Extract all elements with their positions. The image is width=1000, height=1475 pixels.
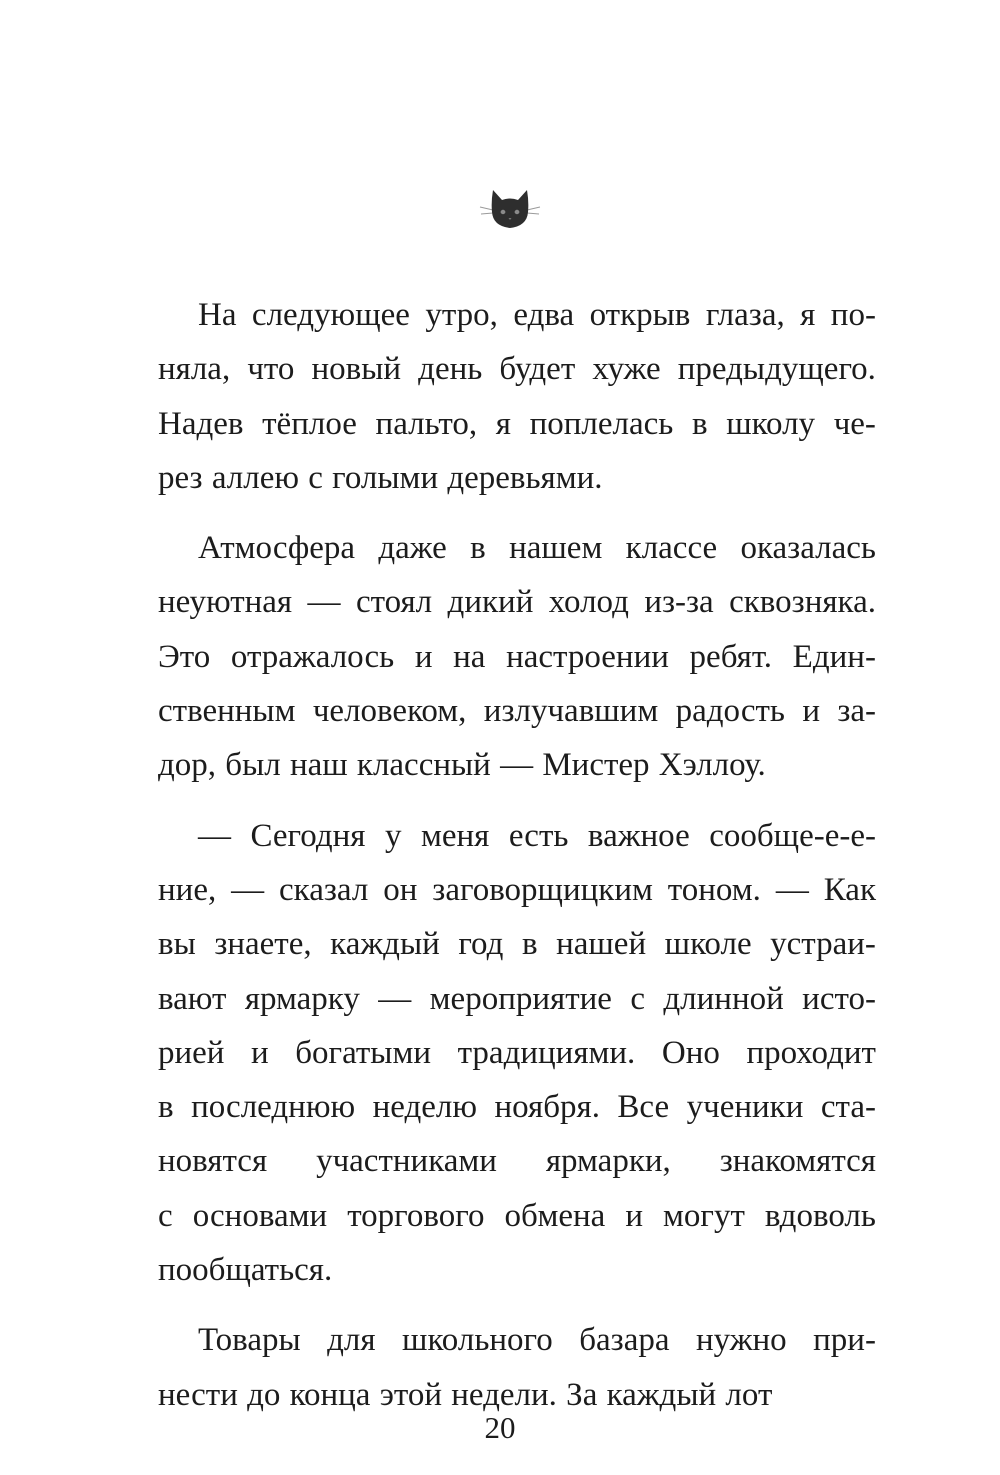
text-line: Товары для школьного базара нужно при- [198, 1322, 876, 1359]
text-line: нести до конца этой недели. За каждый лот [158, 1376, 773, 1413]
text-line: Это отражалось и на настроении ребят. Един- [158, 638, 876, 675]
text-line: дор, был наш классный — Мистер Хэллоу. [158, 747, 766, 784]
body-text [158, 288, 876, 1422]
text-line: На следующее утро, едва открыв глаза, я по- [198, 297, 876, 333]
text-line: пообщаться. [158, 1252, 333, 1289]
text-line: неуютная — стоял дикий холод из-за сквозняка. [158, 584, 876, 621]
text-line: Надев тёплое пальто, я поплелась в школу че- [158, 405, 876, 442]
text-line: няла, что новый день будет хуже предыдущего. [158, 351, 876, 388]
text-line: новятся участниками ярмарки, знакомятся [158, 1143, 876, 1180]
text-line: вают ярмарку — мероприятие с длинной исто- [158, 980, 876, 1017]
text-line: рез аллею с голыми деревьями. [158, 459, 603, 496]
text-line: ственным человеком, излучавшим радость и за- [158, 693, 876, 730]
text-line: Атмосфера даже в нашем классе оказалась [198, 530, 876, 567]
text-line: вы знаете, каждый год в нашей школе устраи- [158, 926, 876, 963]
text-line: ние, — сказал он заговорщицким тоном. — Как [158, 871, 876, 908]
page-number: 20 [484, 1410, 516, 1445]
text-line: в последнюю неделю ноября. Все ученики ста- [158, 1089, 876, 1126]
cat-face-icon [478, 180, 542, 236]
text-line: рией и богатыми традициями. Оно проходит [158, 1034, 876, 1071]
text-line: с основами торгового обмена и могут вдоволь [158, 1197, 876, 1234]
text-line: — Сегодня у меня есть важное сообще-е-е- [198, 817, 876, 854]
